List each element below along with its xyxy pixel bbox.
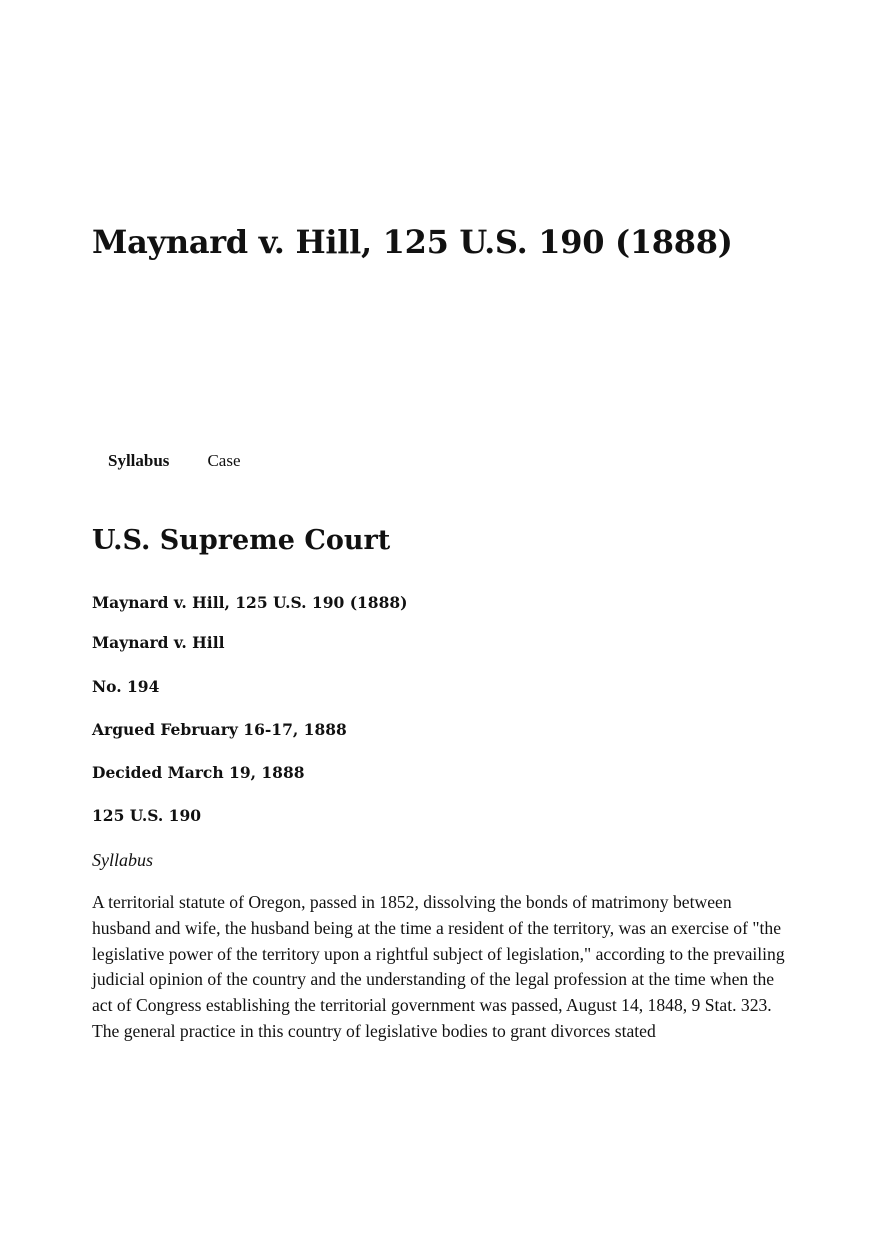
case-name: Maynard v. Hill <box>92 633 225 652</box>
page-title: Maynard v. Hill, 125 U.S. 190 (1888) <box>92 223 733 261</box>
decided-date: Decided March 19, 1888 <box>92 763 305 782</box>
argued-date: Argued February 16-17, 1888 <box>92 720 347 739</box>
case-tabs <box>108 449 240 473</box>
syllabus-label: Syllabus <box>92 850 153 870</box>
court-heading: U.S. Supreme Court <box>92 525 391 556</box>
syllabus-text: A territorial statute of Oregon, passed in 1852, dissolving the bonds of matrimony between husband and wife, the husband being at the time a resident of the territory, was an exercise of "the legislative power of the territory upon a rightful subject of legislation," according to the prevailing judicial opinion of the country and the understanding of the legal profession at the time when the act of Congress establishing the territorial government was passed, August 14, 1848, 9 Stat. 323. The general practice in this country of legislative bodies to grant divorces stated <box>92 892 785 1041</box>
reporter-citation: 125 U.S. 190 <box>92 806 202 825</box>
case-citation: Maynard v. Hill, 125 U.S. 190 (1888) <box>92 593 408 612</box>
tab-syllabus[interactable]: Syllabus <box>108 451 170 470</box>
tab-case[interactable]: Case <box>207 451 241 470</box>
case-number: No. 194 <box>92 677 160 696</box>
